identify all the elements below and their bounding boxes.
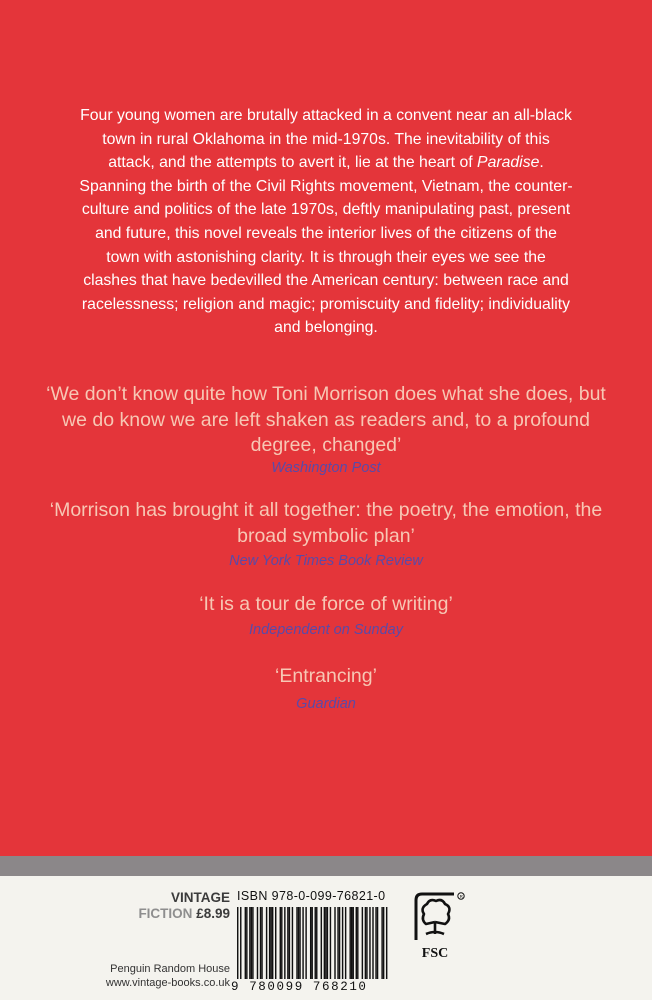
svg-text:R: R [459, 894, 463, 899]
fsc-label: FSC [421, 946, 449, 961]
blurb-part-2: . Spanning the birth of the Civil Rights movement, Vietnam, the counter-culture and politics of the late 1970s, deftly manipulating past, present and future, this novel reveals the interior lives of the citizens of the town with astonishing clarity. It is through their eyes we see the clashes that have bedevilled the American century: between race and racelessness; religion and magic; promiscuity and fidelity; individuality and belonging. [79, 154, 573, 337]
review-quote-1: ‘We don’t know quite how Toni Morrison does what she does, but we do know we are left shaken as readers and, to a profound degree, changed’ [46, 383, 606, 456]
grey-band [0, 856, 652, 876]
barcode-digits: 9 780099 768210 [231, 980, 368, 994]
review-quote-2: ‘Morrison has brought it all together: the poetry, the emotion, the broad symbolic plan’ [49, 499, 603, 547]
barcode-icon [237, 907, 389, 979]
publisher-name: Penguin Random House [110, 963, 230, 975]
category: FICTION [138, 906, 193, 921]
book-title: Paradise [477, 154, 540, 172]
blurb-part-1: Four young women are brutally attacked in a convent near an all-black town in rural Oklahoma in the mid-1970s. The inevitability of this attack, and the attempts to avert it, lie at the heart of [80, 107, 572, 172]
fsc-logo [412, 890, 468, 962]
review-source-4: Guardian [296, 696, 356, 712]
category-price [138, 906, 230, 922]
publisher-website: www.vintage-books.co.uk [105, 977, 230, 989]
price: £8.99 [196, 906, 230, 921]
imprint-block [138, 890, 230, 922]
footer [0, 876, 652, 1000]
review-quote-4: ‘Entrancing’ [275, 665, 377, 687]
blurb-text [78, 104, 574, 340]
publisher-block [106, 962, 230, 990]
review-source-1: Washington Post [271, 460, 381, 476]
review-source-3: Independent on Sunday [249, 622, 403, 638]
fsc-tree-icon [412, 890, 468, 946]
review-source-2: New York Times Book Review [229, 553, 423, 569]
review-quote-3: ‘It is a tour de force of writing’ [199, 593, 453, 615]
isbn-label: ISBN 978-0-099-76821-0 [237, 889, 386, 903]
imprint-name: VINTAGE [170, 890, 230, 905]
